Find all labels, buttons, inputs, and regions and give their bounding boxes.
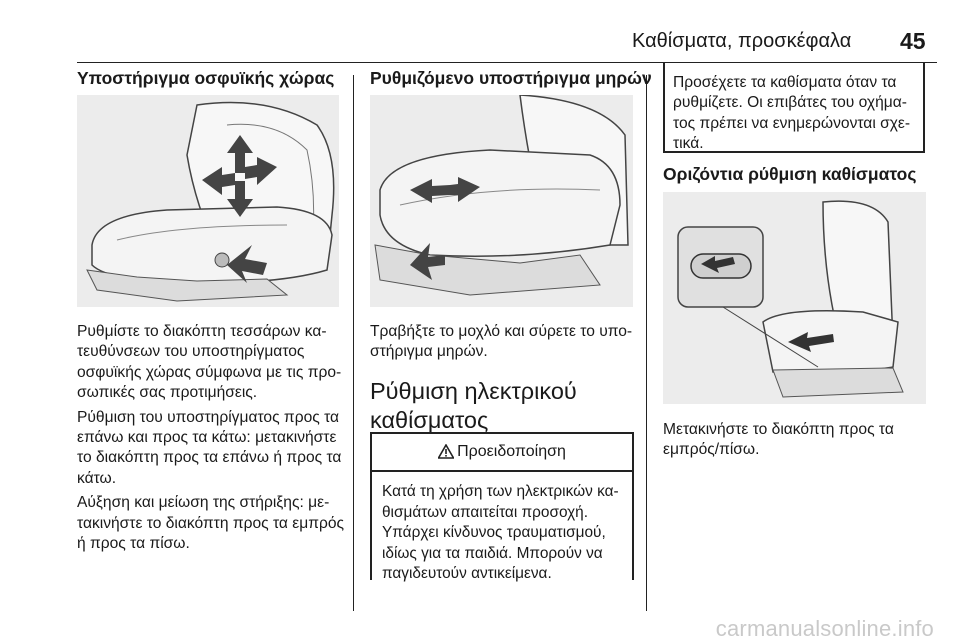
horizontal-adjust-text: Μετακινήστε το διακόπτη προς τα εμπρός/πίσω. [663,421,894,459]
power-seat-heading: Ρύθμιση ηλεκτρικού καθίσματος [370,378,577,433]
lumbar-paragraph-3: Αύξηση και μείωση της στήριξης: με-τακινήστε το διακόπτη προς τα εμπρός ή προς τα πίσω. [77,494,345,553]
lumbar-paragraph-2: Ρύθμιση του υποστηρίγματος προς τα επάνω και προς τα κάτω: μετακινήστε το διακόπτη προς τα επάνω ή προς τα κάτω. [77,408,342,487]
page-header-title: Καθίσματα, προσκέφαλα [632,30,852,52]
warning-header [372,434,632,472]
warning-text: Κατά τη χρήση των ηλεκτρικών κα-θισμάτων απαιτείται προσοχή. Υπάρχει κίνδυνος τραυματισμού, ιδίως για τα παιδιά. Μπορούν να παγιδευτούν αντικείμενα. [382,483,619,582]
warning-title: Προειδοποίηση [457,443,566,460]
lumbar-support-heading: Υποστήριγμα οσφυϊκής χώρας [77,68,335,88]
thigh-support-heading: Ρυθμιζόμενο υποστήριγμα μηρών [370,68,652,88]
warning-triangle-icon [438,437,454,473]
caution-note-box [663,63,925,153]
thigh-support-text: Τραβήξτε το μοχλό και σύρετε το υπο-στήριγμα μηρών. [370,323,633,361]
lumbar-seat-illustration [77,95,339,307]
page-number: 45 [900,28,926,54]
caution-note-text: Προσέχετε τα καθίσματα όταν τα ρυθμίζετε. Οι επιβάτες του οχήμα-τος πρέπει να ενημερώνονται σχε-τικά. [673,74,911,153]
thigh-support-illustration [370,95,633,307]
warning-box [370,432,634,580]
watermark: carmanualsonline.info [715,616,934,641]
lumbar-support-text [77,322,347,558]
column-divider-2 [646,75,647,611]
lumbar-paragraph-1: Ρυθμίστε το διακόπτη τεσσάρων κα-τευθύνσεων του υποστηρίγματος οσφυϊκής χώρας σύμφωνα με τις προ-σωπικές σας προτιμήσεις. [77,323,342,402]
column-divider-1 [353,75,354,611]
horizontal-adjust-heading: Οριζόντια ρύθμιση καθίσματος [663,164,917,184]
horizontal-adjust-illustration [663,192,926,404]
